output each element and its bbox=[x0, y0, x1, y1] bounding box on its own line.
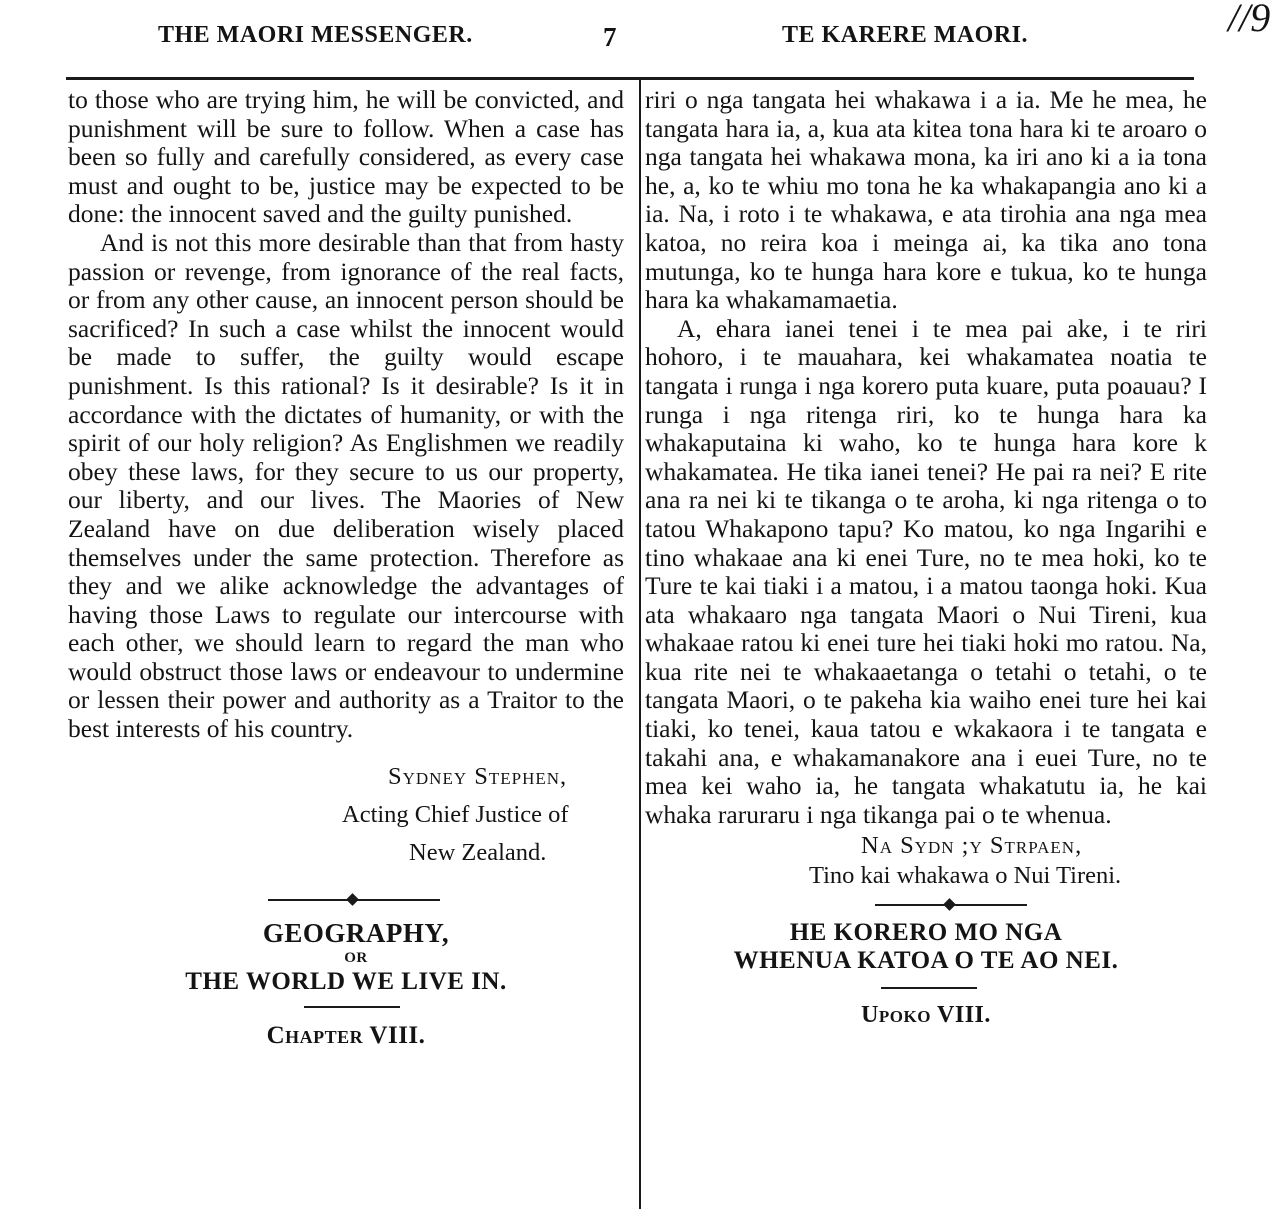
english-section-title-or: OR bbox=[344, 949, 368, 966]
maori-signature-title: Tino kai whakawa o Nui Tireni. bbox=[809, 862, 1122, 890]
maori-masthead: TE KARERE MAORI. bbox=[782, 22, 1029, 48]
maori-section-ornament-rule bbox=[875, 899, 1027, 911]
maori-paragraph-2: A, ehara ianei tenei i te mea pai ake, i te riri hohoro, i te mauahara, kei whakamatea noatia te tangata i runga i nga korero puta kuare, puta poauau? I runga i nga ritenga riri, ko te hunga hara ka whakaputaina ki waho, ko te hunga hara kore k whakamatea. He tika ianei tenei? He pai ra nei? E rite ana ra nei ki te tikanga o te aroha, ki nga ritenga o to tatou Whakapono tapu? Ko matou, ko nga Ingarihi e tino whakaae ana ki enei Ture, no te mea hoki, ko te Ture te kai tiaki i a matou, i a matou taonga hoki. Kua ata whakaaro nga tangata Maori o Nui Tireni, kua whakaae ratou ki enei ture hei tiaki hoki mo ratou. Na, kua rite nei te whakaaetanga o tetahi o tetahi, o te tangata Maori, o te pakeha kia waiho enei ture hei kai tiaki, ko tenei, kaua tatou e wkakaora i te tangata e takahi ana, e whakamanakore ana i euei Ture, no te mea kei waho ia, he tangata whakatutu ia, he kai whaka raruraru i nga tikanga pai o te whenua. bbox=[645, 313, 1207, 829]
english-paragraph-2: And is not this more desirable than that from hasty passion or revenge, from ignorance of the real facts, or from any other cause, an innocent person should be sacrificed? In such a case whilst the innocent would be made to suffer, the guilty would escape punishment. Is this rational? Is it desirable? Is it in accordance with the dictates of humanity, or with the spirit of our holy religion? As Englishmen we readily obey these laws, for they secure to us our property, our liberty, and our lives. The Maories of New Zealand have on due deliberation wisely placed themselves under the same protection. Therefore as they and we alike acknowledge the advantages of having those Laws to regulate our intercourse with each other, we should learn to regard the man who would obstruct those laws or endeavour to undermine or lessen their power and authority as a Traitor to the best interests of his country. bbox=[68, 227, 624, 744]
english-signature bbox=[68, 758, 624, 872]
english-section-title-1: GEOGRAPHY, bbox=[262, 917, 450, 948]
maori-paragraph-1: riri o nga tangata hei whakawa i a ia. Me he mea, he tangata hara ia, a, kua ata kitea tona hara ki te aroaro o nga tangata hei whakawa mona, ka iri ano ki a ia tona he, a, ko te whiu mo tona he ka whakapangia ano ki a ia. Na, i roto i te whakawa, e ata tirohia ana nga mea katoa, no reira koa i meinga ai, ka tika ano tona mutunga, ko te hunga hara kore e tukua, ko te hunga hara ka whakamamaetia. bbox=[645, 85, 1207, 315]
maori-chapter-rule bbox=[881, 987, 977, 989]
english-masthead: THE MAORI MESSENGER. bbox=[158, 22, 473, 48]
maori-column bbox=[645, 86, 1207, 1029]
english-column bbox=[68, 86, 624, 1050]
maori-signature-name: Na Sydn ;y Strpaen, bbox=[861, 832, 1083, 860]
english-section-title-2: THE WORLD WE LIVE IN. bbox=[185, 967, 507, 995]
maori-section-title-2: WHENUA KATOA O TE AO NEI. bbox=[733, 947, 1119, 975]
maori-chapter-heading: Upoko VIII. bbox=[861, 1002, 991, 1029]
page-number: 7 bbox=[603, 22, 617, 52]
chapter-rule bbox=[304, 1006, 400, 1008]
english-paragraph-1: to those who are trying him, he will be convicted, and punishment will be sure to follow. When a case has been so fully and carefully considered, as every case must and ought to be, justice may be expected to be done: the innocent saved and the guilty punished. bbox=[68, 85, 624, 229]
signature-name: Sydney Stephen, bbox=[388, 762, 568, 790]
maori-signature bbox=[645, 831, 1207, 891]
header-rule bbox=[66, 77, 1194, 80]
column-divider bbox=[639, 78, 641, 1209]
english-chapter-heading: Chapter VIII. bbox=[266, 1021, 426, 1049]
handwritten-page-mark: //9 bbox=[1228, 0, 1271, 40]
maori-section-title-1: HE KORERO MO NGA bbox=[789, 919, 1063, 947]
signature-title-line-2: New Zealand. bbox=[409, 838, 547, 866]
page-header bbox=[0, 22, 1280, 62]
section-ornament-rule bbox=[268, 894, 440, 906]
signature-title-line-1: Acting Chief Justice of bbox=[342, 800, 569, 828]
